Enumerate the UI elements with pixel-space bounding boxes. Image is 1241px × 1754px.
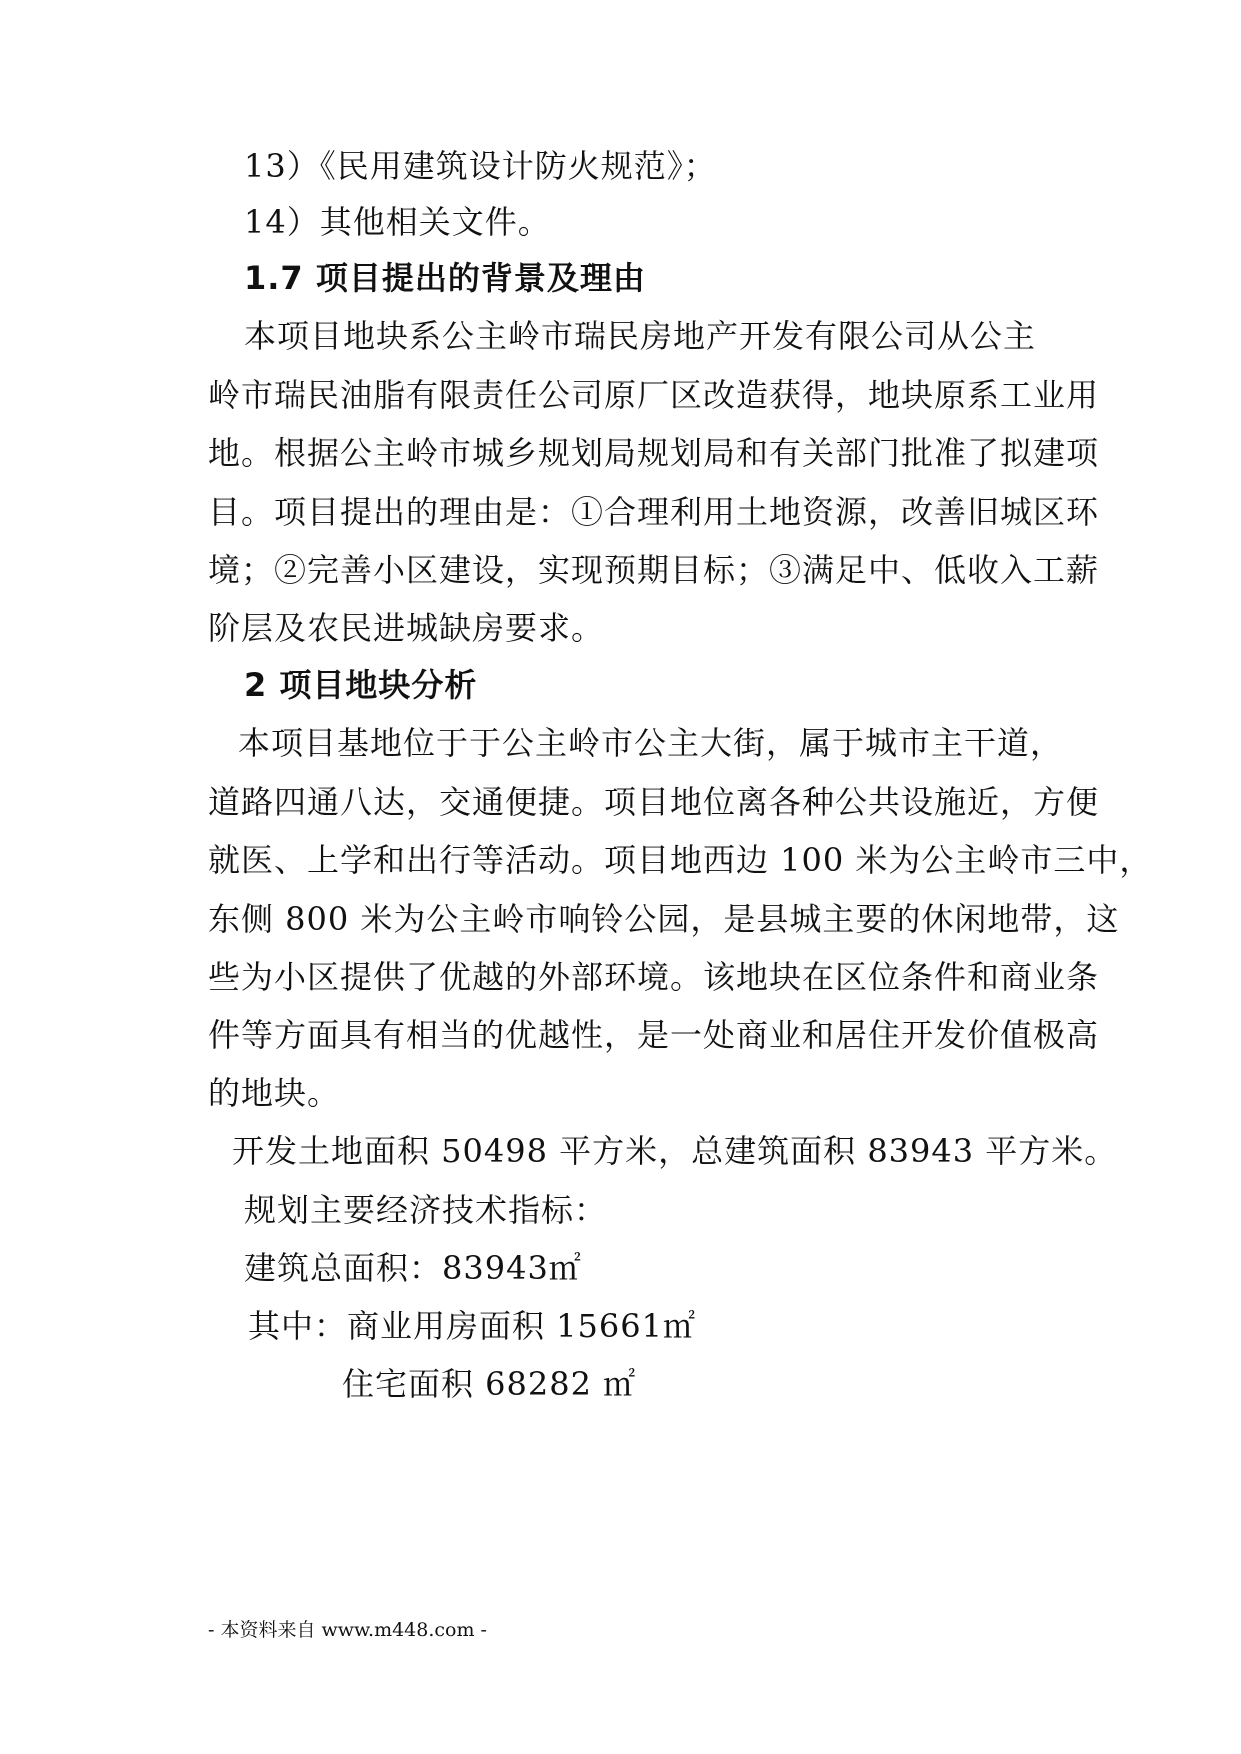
paragraph-line: 本项目基地位于于公主岭市公主大街，属于城市主干道，	[238, 724, 1064, 762]
paragraph-line: 就医、上学和出行等活动。项目地西边 100 米为公主岭市三中，	[208, 841, 1153, 879]
page-footer: - 本资料来自 www.m448.com -	[208, 1619, 487, 1641]
paragraph-line: 道路四通八达，交通便捷。项目地位离各种公共设施近，方便	[208, 783, 1100, 821]
reference-item-13: 13）《民用建筑设计防火规范》；	[244, 147, 717, 185]
residential-area: 住宅面积 68282 ㎡	[342, 1365, 637, 1403]
paragraph-line: 件等方面具有相当的优越性，是一处商业和居住开发价值极高	[208, 1016, 1100, 1054]
commercial-area: 其中：商业用房面积 15661㎡	[248, 1307, 696, 1345]
paragraph-line: 本项目地块系公主岭市瑞民房地产开发有限公司从公主	[244, 317, 1037, 355]
section-heading-1-7: 1.7 项目提出的背景及理由	[244, 259, 646, 297]
paragraph-line: 目。项目提出的理由是：①合理利用土地资源，改善旧城区环	[208, 493, 1100, 531]
paragraph-line: 地。根据公主岭市城乡规划局规划局和有关部门批准了拟建项	[208, 434, 1100, 472]
paragraph-line: 岭市瑞民油脂有限责任公司原厂区改造获得，地块原系工业用	[208, 376, 1100, 414]
paragraph-line: 些为小区提供了优越的外部环境。该地块在区位条件和商业条	[208, 958, 1100, 996]
paragraph-line: 境；②完善小区建设，实现预期目标；③满足中、低收入工薪	[208, 551, 1100, 589]
land-area-summary: 开发土地面积 50498 平方米，总建筑面积 83943 平方米。	[232, 1132, 1118, 1170]
indicators-title: 规划主要经济技术指标：	[244, 1191, 608, 1229]
section-heading-2: 2 项目地块分析	[244, 666, 478, 704]
reference-item-14: 14）其他相关文件。	[244, 203, 551, 241]
total-building-area: 建筑总面积：83943㎡	[244, 1249, 582, 1287]
paragraph-line: 东侧 800 米为公主岭市响铃公园，是县城主要的休闲地带，这	[208, 900, 1120, 938]
paragraph-line: 阶层及农民进城缺房要求。	[208, 609, 605, 647]
paragraph-line: 的地块。	[208, 1074, 341, 1112]
